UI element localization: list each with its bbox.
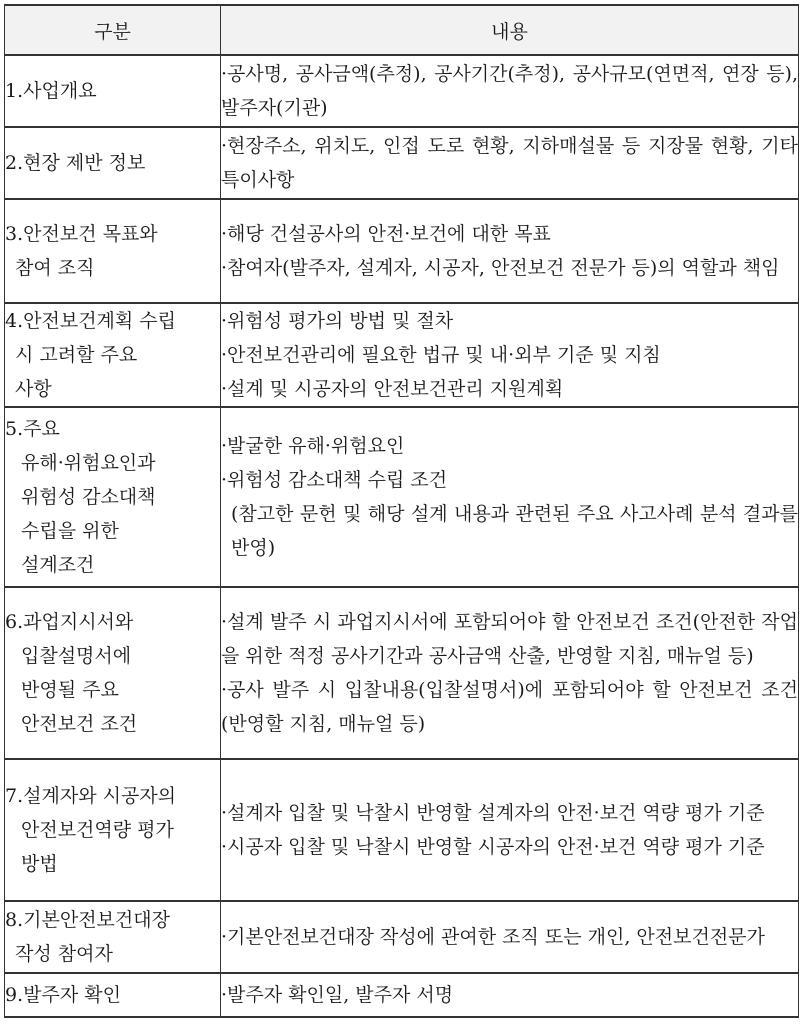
table-row [5, 199, 799, 303]
section-title: 9.발주자 확인 [5, 984, 121, 1006]
section-cell [5, 587, 221, 759]
section-cell [5, 55, 221, 127]
content-item: ·해당 건설공사의 안전·보건에 대한 목표 [221, 223, 551, 245]
section-title-line: 반영될 주요 [21, 679, 119, 701]
section-title-line: 사항 [15, 378, 52, 400]
section-title: 2.현장 제반 정보 [5, 152, 146, 174]
content-cell [221, 127, 799, 199]
section-cell [5, 759, 221, 901]
content-item: ·공사명, 공사금액(추정), 공사기간(추정), 공사규모(연면적, 연장 등), 발주자(기관) [221, 63, 798, 119]
table-row [5, 759, 799, 901]
section-cell [5, 199, 221, 303]
content-item: ·기본안전보건대장 작성에 관여한 조직 또는 개인, 안전보건전문가 [221, 926, 765, 948]
content-cell [221, 587, 799, 759]
table-row [5, 127, 799, 199]
section-title-line: 입찰설명서에 [21, 645, 132, 667]
header-content: 내용 [221, 5, 799, 55]
content-item: ·시공자 입찰 및 낙찰시 반영할 시공자의 안전·보건 역량 평가 기준 [221, 836, 765, 858]
section-title: 4.안전보건계획 수립 [5, 310, 176, 332]
table-row [5, 901, 799, 973]
table-row [5, 973, 799, 1017]
content-item: ·위험성 감소대책 수립 조건 [221, 469, 448, 491]
content-item: ·발굴한 유해·위험요인 [221, 435, 405, 457]
section-cell [5, 901, 221, 973]
section-title-line: 작성 참여자 [15, 943, 113, 965]
section-title: 6.과업지시서와 [5, 611, 134, 633]
content-item: ·발주자 확인일, 발주자 서명 [221, 984, 454, 1006]
section-title-line: 수립을 위한 [21, 520, 119, 542]
content-item: ·설계 발주 시 과업지시서에 포함되어야 할 안전보건 조건(안전한 작업을 위한 적정 공사기간과 공사금액 산출, 반영할 지침, 매뉴얼 등) [221, 611, 798, 667]
section-title-line: 방법 [21, 853, 58, 875]
content-cell [221, 199, 799, 303]
content-cell [221, 55, 799, 127]
header-category: 구분 [5, 5, 221, 55]
section-cell [5, 973, 221, 1017]
table-header-row [5, 5, 799, 55]
section-title-line: 안전보건역량 평가 [21, 819, 174, 841]
safety-plan-table [4, 4, 799, 1018]
content-cell [221, 759, 799, 901]
content-item: ·참여자(발주자, 설계자, 시공자, 안전보건 전문가 등)의 역할과 책임 [221, 257, 780, 279]
section-cell [5, 407, 221, 587]
content-item: ·현장주소, 위치도, 인접 도로 현황, 지하매설물 등 지장물 현황, 기타 특이사항 [221, 135, 798, 191]
section-title-line: 안전보건 조건 [21, 713, 138, 735]
section-title: 7.설계자와 시공자의 [5, 785, 176, 807]
content-item: ·공사 발주 시 입찰내용(입찰설명서)에 포함되어야 할 안전보건 조건(반영할 지침, 매뉴얼 등) [221, 679, 798, 735]
section-title: 5.주요 [5, 418, 60, 440]
content-item: ·설계자 입찰 및 낙찰시 반영할 설계자의 안전·보건 역량 평가 기준 [221, 802, 765, 824]
section-cell [5, 303, 221, 407]
table-row [5, 55, 799, 127]
table-row [5, 587, 799, 759]
content-item: ·안전보건관리에 필요한 법규 및 내·외부 기준 및 지침 [221, 344, 661, 366]
section-title: 8.기본안전보건대장 [5, 909, 170, 931]
content-item: ·설계 및 시공자의 안전보건관리 지원계획 [221, 378, 564, 400]
section-cell [5, 127, 221, 199]
section-title: 1.사업개요 [5, 80, 97, 102]
section-title-line: 유해·위험요인과 [21, 452, 156, 474]
content-item: ·위험성 평가의 방법 및 절차 [221, 310, 454, 332]
table-row [5, 303, 799, 407]
content-cell [221, 407, 799, 587]
section-title-line: 참여 조직 [15, 257, 95, 279]
section-title-line: 설계조건 [21, 554, 95, 576]
section-title-line: 시 고려할 주요 [15, 344, 138, 366]
content-cell [221, 303, 799, 407]
content-note: (참고한 문헌 및 해당 설계 내용과 관련된 주요 사고사례 분석 결과를 반영) [231, 503, 798, 559]
table-row [5, 407, 799, 587]
section-title-line: 위험성 감소대책 [21, 486, 156, 508]
content-cell [221, 973, 799, 1017]
section-title: 3.안전보건 목표와 [5, 223, 158, 245]
content-cell [221, 901, 799, 973]
